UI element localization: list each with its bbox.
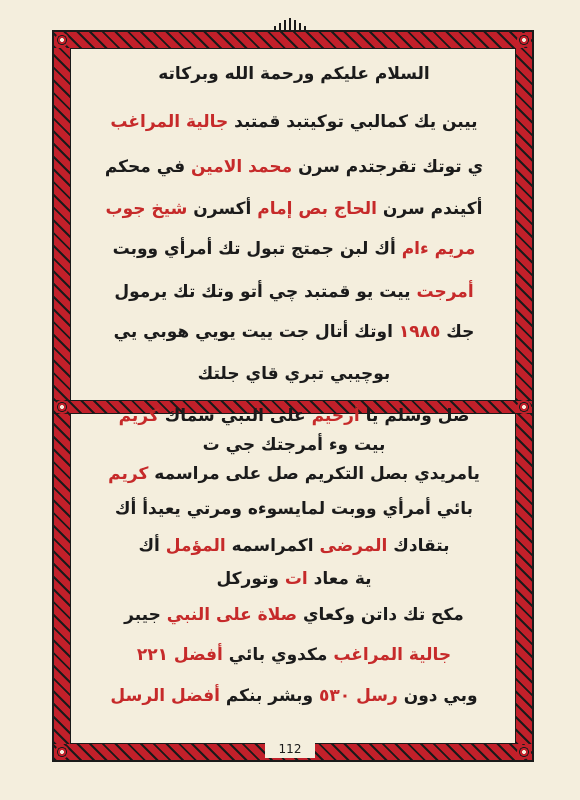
text-segment: على النبي سماك bbox=[158, 406, 312, 426]
highlighted-text: مريم ءام bbox=[401, 239, 476, 259]
text-line bbox=[82, 567, 506, 591]
highlighted-text: أرحيم bbox=[311, 406, 360, 426]
highlighted-text: ات bbox=[284, 569, 308, 589]
text-segment: في محكم bbox=[104, 157, 191, 177]
text-segment: يامريدي بصل التكريم صل على مراسمه bbox=[148, 464, 480, 484]
corner-rosette-icon bbox=[517, 33, 531, 47]
text-line bbox=[82, 62, 506, 86]
highlighted-text: كريم bbox=[118, 406, 159, 426]
text-segment: مكدوي بائي bbox=[222, 645, 334, 665]
text-segment: وبشر بنكم bbox=[219, 686, 320, 706]
highlighted-text: محمد الامين bbox=[191, 157, 293, 177]
text-segment: السلام عليكم ورحمة الله وبركاته bbox=[158, 64, 430, 84]
highlighted-text: الحاج بص إمام bbox=[257, 199, 377, 219]
text-segment: اوتك أتال جت ييت يويي هوبي يي bbox=[113, 322, 399, 342]
highlighted-text: أفضل الرسل bbox=[110, 686, 220, 706]
highlighted-text: رسل ٥٣٠ bbox=[319, 686, 398, 706]
highlighted-text: كريم bbox=[108, 464, 149, 484]
page-number: 112 bbox=[265, 740, 315, 758]
highlighted-text: أمرجت bbox=[416, 282, 474, 302]
highlighted-text: أفضل ٢٢١ bbox=[136, 645, 223, 665]
text-line bbox=[82, 110, 506, 134]
text-segment: اكمراسمه bbox=[225, 536, 320, 556]
text-line bbox=[82, 497, 506, 521]
text-line bbox=[82, 362, 506, 386]
left-border-band bbox=[54, 48, 70, 744]
text-segment: صل وسلم يا bbox=[359, 406, 470, 426]
text-segment: جيبر bbox=[124, 605, 167, 625]
text-line bbox=[82, 643, 506, 667]
text-segment: ي توتك تقرجتدم سرن bbox=[292, 157, 484, 177]
text-line bbox=[82, 433, 506, 457]
highlighted-text: المؤمل bbox=[165, 536, 226, 556]
text-line bbox=[82, 237, 506, 261]
text-segment: وتوركل bbox=[216, 569, 285, 589]
text-line bbox=[82, 684, 506, 708]
text-segment: بائي أمرأي ووبت لمايسوءه ومرتي يعيدأ أك bbox=[114, 499, 474, 519]
text-line bbox=[82, 603, 506, 627]
text-segment: بيت وء أمرجتك جي ت bbox=[202, 435, 386, 455]
highlighted-text: جالية المراغب bbox=[333, 645, 452, 665]
divider-rosette-icon bbox=[55, 400, 69, 414]
text-segment: مكح تك داتن وكعاي bbox=[297, 605, 464, 625]
inner-border bbox=[70, 48, 516, 744]
text-segment: بوچيبي تبري قاي جلتك bbox=[197, 364, 391, 384]
highlighted-text: جالية المراغب bbox=[110, 112, 229, 132]
highlighted-text: صلاة على النبي bbox=[166, 605, 298, 625]
text-line bbox=[82, 280, 506, 304]
text-line bbox=[82, 534, 506, 558]
corner-rosette-icon bbox=[55, 745, 69, 759]
text-line bbox=[82, 155, 506, 179]
text-segment: وبي دون bbox=[397, 686, 478, 706]
divider-rosette-icon bbox=[517, 400, 531, 414]
text-segment: ية معاد bbox=[307, 569, 372, 589]
right-border-band bbox=[516, 48, 532, 744]
text-segment: ييبن يك كمالبي توكيتبد قمتبد bbox=[228, 112, 478, 132]
text-line bbox=[82, 404, 506, 428]
text-segment: أكيندم سرن bbox=[376, 199, 483, 219]
text-segment: جك bbox=[440, 322, 475, 342]
text-segment: بتقادك bbox=[387, 536, 450, 556]
top-border-band bbox=[54, 32, 532, 48]
corner-rosette-icon bbox=[55, 33, 69, 47]
text-segment: أكسرن bbox=[187, 199, 258, 219]
text-line bbox=[82, 320, 506, 344]
text-line bbox=[82, 197, 506, 221]
text-segment: ييت يو قمتبد چي أتو وتك تك يرمول bbox=[114, 282, 417, 302]
text-segment: أك لبن جمتج تبول تك أمرأي ووبت bbox=[112, 239, 402, 259]
highlighted-text: شيخ جوب bbox=[105, 199, 188, 219]
highlighted-text: المرضى bbox=[319, 536, 388, 556]
text-segment: أك bbox=[138, 536, 166, 556]
text-line bbox=[82, 462, 506, 486]
corner-rosette-icon bbox=[517, 745, 531, 759]
highlighted-text: ١٩٨٥ bbox=[398, 322, 441, 342]
